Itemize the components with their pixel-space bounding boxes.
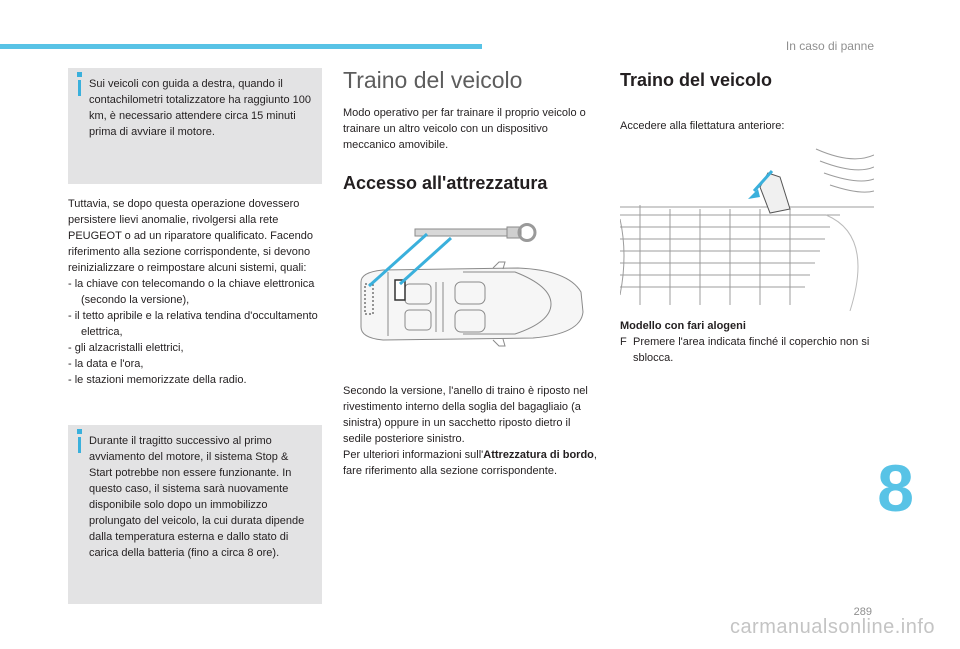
list-item: - la data e l'ora, [68,358,144,370]
towing-eye-location [343,383,598,479]
front-cover-instructions [620,318,876,366]
towing-front-title: Traino del veicolo [620,70,773,90]
info-box-right-hand-drive [68,68,322,184]
car-top-view-towing-eye-figure [343,212,595,374]
towing-title: Traino del veicolo [343,67,523,93]
info-box-text: Durante il tragitto successivo al primo avviamento del motore, il sistema Stop & Start potrebbe non essere funzionante. In questo caso, il sistema sarà nuovamente disponibile solo dopo un immobilizzo prolungato del veicolo, la cui durata dipende dalla temperatura esterna e dallo stato di carica della batteria (fino a circa 8 ore). [89,435,305,559]
instruction-text: Premere l'area indicata finché il coperchio non si sblocca. [633,336,870,364]
reference-link-text: Attrezzatura di bordo [483,449,594,461]
bullet-glyph: F [620,336,627,348]
list-item: - le stazioni memorizzate della radio. [68,374,247,386]
top-accent-bar [0,44,482,49]
reset-paragraph: Tuttavia, se dopo questa operazione dovessero persistere lievi anomalie, rivolgersi alla rete PEUGEOT o ad un riparatore qualificato. Facendo riferimento alla sezione corrispondente, si devono reinizializzare o reimpostare alcuni sistemi, quali: [68,198,313,274]
info-icon [78,437,81,453]
section-title: In caso di panne [785,39,874,53]
reference-prefix: Per ulteriori informazioni sull' [343,449,484,461]
front-thread-intro: Accedere alla filettatura anteriore: [620,120,785,132]
chapter-number: 8 [877,451,914,525]
equipment-access-title: Accesso all'attrezzatura [343,173,548,193]
page-number: 289 [853,606,872,618]
list-item: - il tetto apribile e la relativa tendina d'occultamento elettrica, [68,310,318,338]
front-grille-cover-figure [620,145,874,311]
reference-text [343,447,598,479]
watermark: carmanualsonline.info [729,616,935,638]
list-item: - la chiave con telecomando o la chiave elettronica (secondo la versione), [68,278,315,306]
info-box-text: Sui veicoli con guida a destra, quando il contachilometri totalizzatore ha raggiunto 100 km, è necessario attendere circa 15 minuti prima di avviare il motore. [89,78,311,138]
location-text: Secondo la versione, l'anello di traino è riposto nel rivestimento interno della soglia del bagagliaio (a sinistra) oppure in un sacchetto riposto dietro il sedile posteriore sinistro. [343,385,588,445]
reset-instructions [68,196,324,388]
info-icon [78,80,81,96]
towing-intro: Modo operativo per far trainare il proprio veicolo o trainare un altro veicolo con un dispositivo meccanico amovibile. [343,107,586,151]
model-label: Modello con fari alogeni [620,320,746,332]
reference-suffix: , fare riferimento alla sezione corrispondente. [343,449,597,477]
info-box-stop-start [68,425,322,604]
instruction-item [620,334,876,366]
list-item: - gli alzacristalli elettrici, [68,342,184,354]
